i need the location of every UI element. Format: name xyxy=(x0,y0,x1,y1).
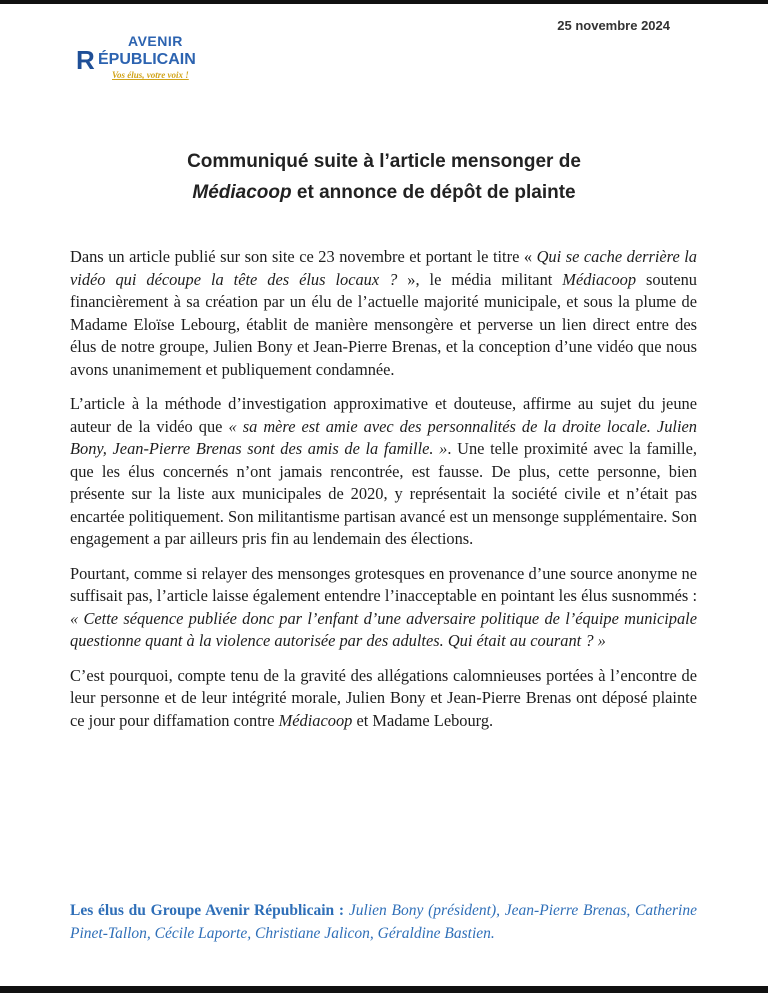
p1-text-2: », le média militant xyxy=(397,269,563,289)
title-line1: Communiqué suite à l’article mensonger de xyxy=(187,151,581,172)
signature-names: Julien Bony (président), Jean-Pierre Brenas, Catherine Pinet-Tallon, Cécile Laporte, Christiane Jalicon, Géraldine Bastien. xyxy=(70,902,697,942)
top-border xyxy=(0,0,768,4)
p2-quote: « sa mère est amie avec des personnalités de la droite locale. Julien Bony, Jean-Pierre Brenas sont des amis de la famille. » xyxy=(70,416,697,458)
paragraph-1 xyxy=(70,246,697,381)
press-release-body xyxy=(70,246,697,744)
title-media-name: Médiacoop xyxy=(192,182,292,203)
logo-line1: AVENIR xyxy=(128,33,183,49)
title-line2: et annonce de dépôt de plainte xyxy=(291,182,576,203)
document-date: 25 novembre 2024 xyxy=(557,18,670,33)
p1-text-3: soutenu financièrement à sa création par un élu de l’actuelle majorité municipale, et sous la plume de Madame Eloïse Lebourg, établit de manière mensongère et perverse un lien direct entre des élus de notre groupe, Julien Bony et Jean-Pierre Brenas, et la conception d’une vidéo que nous avons unanimement et publiquement condamnée. xyxy=(70,269,697,379)
p1-text-1: Dans un article publié sur son site ce 23 novembre et portant le titre « xyxy=(70,247,537,266)
p1-article-title: Qui se cache derrière la vidéo qui découpe la tête des élus locaux ? xyxy=(70,247,698,289)
bottom-border xyxy=(0,986,768,993)
press-release-title xyxy=(96,146,672,208)
p3-text-1: Pourtant, comme si relayer des mensonges grotesques en provenance d’une source anonyme ne suffisait pas, l’article laisse également entendre l’inacceptable en pointant les élus susnommés : xyxy=(70,563,697,605)
p4-media-name: Médiacoop xyxy=(278,710,353,730)
avenir-republicain-logo xyxy=(76,33,216,93)
paragraph-4 xyxy=(70,665,697,733)
paragraph-3 xyxy=(70,563,697,653)
signature-label: Les élus du Groupe Avenir Républicain : xyxy=(70,902,345,919)
p3-quote: « Cette séquence publiée donc par l’enfant d’une adversaire politique de l’équipe municipale questionne quant à la violence autorisée par des adultes. Qui était au courant ? » xyxy=(70,608,697,650)
p4-text-2: et Madame Lebourg. xyxy=(352,710,494,730)
logo-r-letter: R xyxy=(76,45,95,75)
p2-text-1: L’article à la méthode d’investigation approximative et douteuse, affirme au sujet du jeune auteur de la vidéo que xyxy=(70,394,697,436)
signature-block xyxy=(70,900,697,945)
logo-line2: ÉPUBLICAIN xyxy=(98,51,196,68)
p4-text-1: C’est pourquoi, compte tenu de la gravité des allégations calomnieuses portées à l’encontre de leur personne et de leur intégrité morale, Julien Bony et Jean-Pierre Brenas ont déposé plainte ce jour pour diffamation contre xyxy=(70,665,697,730)
logo-tagline: Vos élus, votre voix ! xyxy=(112,70,189,80)
p2-text-2: . Une telle proximité avec la famille, que les élus concernés n’ont jamais rencontrée, est fausse. De plus, cette personne, bien présente sur la liste aux municipales de 2020, y représentait la société civile et n’était pas encartée politiquement. Son militantisme partisan avancé est un mensonge supplémentaire. Son engagement a par ailleurs pris fin au lendemain des élections. xyxy=(70,439,697,548)
paragraph-2 xyxy=(70,393,697,551)
p1-media-name: Médiacoop xyxy=(562,269,637,289)
